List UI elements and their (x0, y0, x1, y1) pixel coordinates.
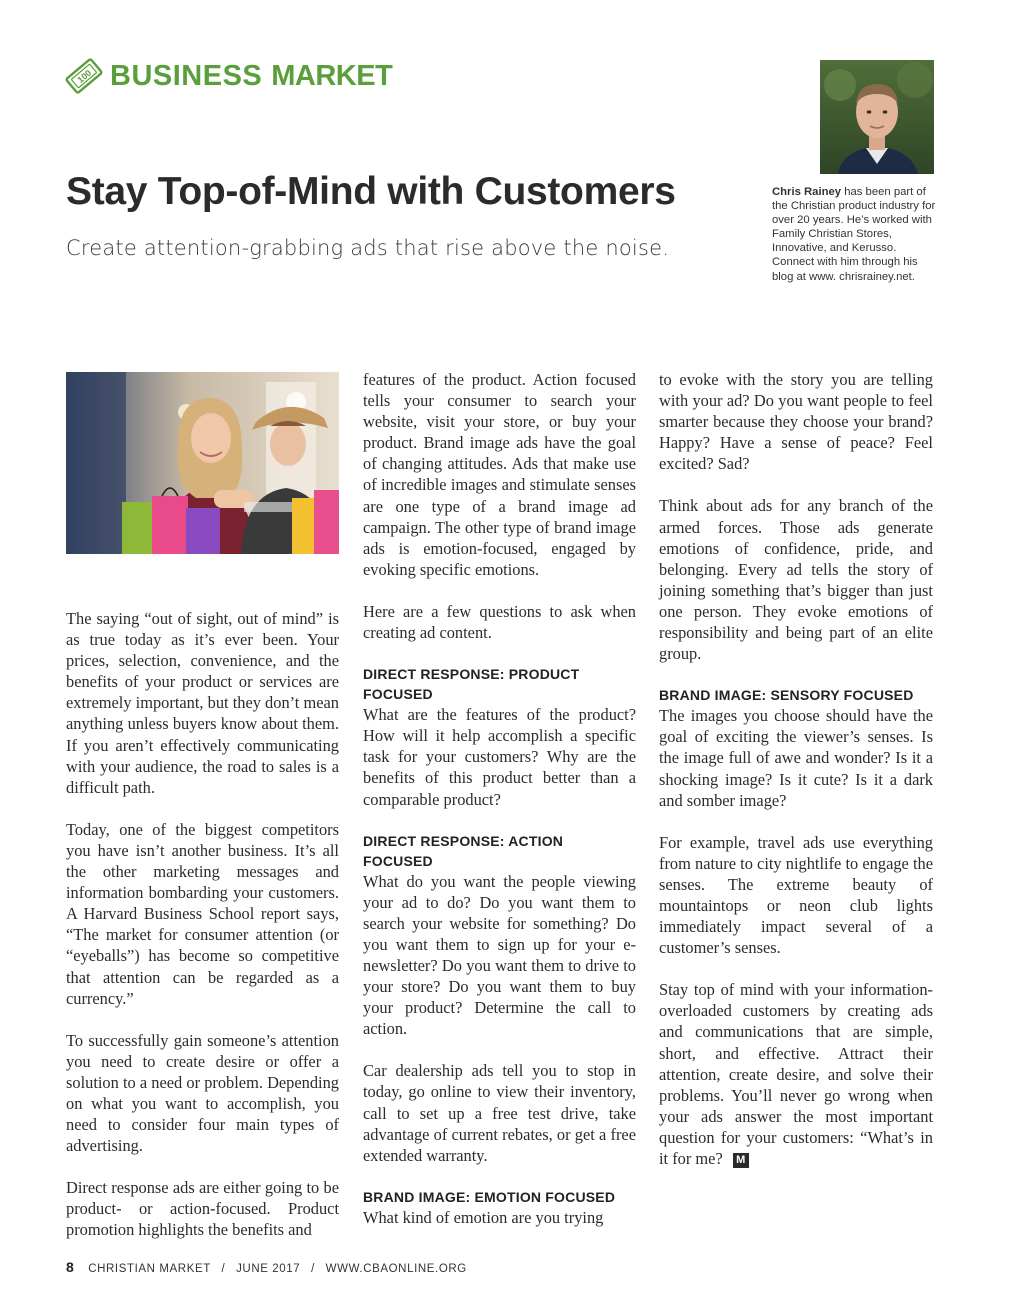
section-heading-product-focused: DIRECT RESPONSE: PRODUCT FOCUSED (363, 666, 580, 703)
footer-separator: / (221, 1263, 226, 1275)
paragraph: Car dealership ads tell you to stop in today, go online to view their inventory, call to set up a free test drive, take advantage of current rebates, or get a free extended warranty. (363, 1061, 636, 1165)
paragraph: features of the product. Action focused tells your consumer to search your website, visit your store, or buy your product. Brand image ads have the goal of changing attitudes. Ads that make use of incredible images and stimulate senses are one type of a brand image ad campaign. The other type of brand image ads is emotion-focused, engaged by evoking specific emotions. (363, 370, 636, 579)
paragraph: For example, travel ads use everything from nature to city nightlife to engage the senses. The extreme beauty of mountaintops or neon club lights immediately impact several of a customer’s senses. (659, 832, 933, 958)
paragraph: What are the features of the product? How will it help accomplish a specific task for your customers? Why are the benefits of this product better than a comparable product? (363, 705, 636, 809)
author-bio-text: has been part of the Christian product industry for over 20 years. He’s worked with Family Christian Stores, Innovative, and Kerusso. Connect with him through his blog at www. chrisrainey.net. (772, 186, 936, 283)
paragraph: What kind of emotion are you trying (363, 1207, 604, 1227)
paragraph: Think about ads for any branch of the armed forces. Those ads generate emotions of confidence, pride, and belonging. Every ad tells the story of joining something that’s bigger than just one person. They evoke emotions of responsibility and being part of an elite group. (659, 496, 933, 664)
masthead-logo (64, 56, 392, 96)
end-mark-icon: M (733, 1153, 749, 1168)
paragraph: The saying “out of sight, out of mind” is as true today as it’s ever been. Your prices, selection, convenience, and the benefits of your product or services are extremely important, but they don’t mean anything unless buyers know about them. If you aren’t effectively communicating with your audience, the road to sales is a difficult path. (66, 609, 339, 797)
author-photo (820, 60, 934, 174)
paragraph: to evoke with the story you are telling with your ad? Do you want people to feel smarter because they choose your brand? Happy? Have a sense of peace? Feel excited? Sad? (659, 370, 933, 474)
badge-text: 100 (75, 67, 94, 86)
paragraph: Today, one of the biggest competitors you have isn’t another business. It’s all the other marketing messages and information bombarding your customers. A Harvard Business School report says, “The market for consumer attention (or “eyeballs”) has become so competitive that attention can be regarded as a currency.” (66, 819, 339, 1008)
article-title: Stay Top-of-Mind with Customers (66, 170, 676, 213)
issue-date: JUNE 2017 (236, 1263, 301, 1275)
masthead-word-business: BUSINESS (110, 60, 263, 92)
publication-name: CHRISTIAN MARKET (88, 1263, 211, 1275)
paragraph: Direct response ads are either going to be product- or action-focused. Product promotion highlights the benefits and (66, 1178, 339, 1240)
section-heading-action-focused: DIRECT RESPONSE: ACTION FOCUSED (363, 832, 564, 869)
column-1 (66, 608, 339, 1262)
paragraph: The images you choose should have the goal of exciting the viewer’s senses. Is the image full of awe and wonder? Is it a shocking image? Is it cute? Is it a dark and somber image? (659, 706, 933, 810)
money-tag-icon (64, 56, 104, 96)
section-heading-sensory-focused: BRAND IMAGE: SENSORY FOCUSED (659, 687, 914, 704)
paragraph: What do you want the people viewing your ad to do? Do you want them to search your website for something? Do you want them to sign up for your e-newsletter? Do you want them to drive to your store? Do you want them to buy your product? Determine the call to action. (363, 871, 636, 1039)
page-number: 8 (66, 1259, 75, 1275)
column-3 (659, 369, 933, 1190)
paragraph: Here are a few questions to ask when creating ad content. (363, 601, 636, 643)
final-paragraph-text: Stay top of mind with your information-overloaded customers by creating ads and communications that are simple, short, and effective. Attract their attention, create desire, and solve their problems. You’ll never go wrong when your ads answer the most important question for your customers: “What’s in it for me? (659, 980, 933, 1168)
column-2 (363, 369, 636, 1249)
hero-shopping-photo (66, 372, 339, 554)
page-footer (66, 1259, 467, 1275)
author-name: Chris Rainey (772, 186, 842, 198)
author-bio (772, 185, 936, 284)
website-link[interactable]: WWW.CBAONLINE.ORG (325, 1263, 467, 1275)
footer-separator: / (311, 1263, 315, 1275)
paragraph-final (659, 979, 933, 1169)
paragraph: To successfully gain someone’s attention you need to create desire or offer a solution to a need or problem. Depending on what you want to accomplish, you need to consider four main types of advertising. (66, 1030, 339, 1156)
masthead-word-market: MARKET (271, 60, 393, 92)
section-heading-emotion-focused: BRAND IMAGE: EMOTION FOCUSED (363, 1188, 616, 1205)
article-subtitle: Create attention-grabbing ads that rise above the noise. (66, 236, 670, 260)
